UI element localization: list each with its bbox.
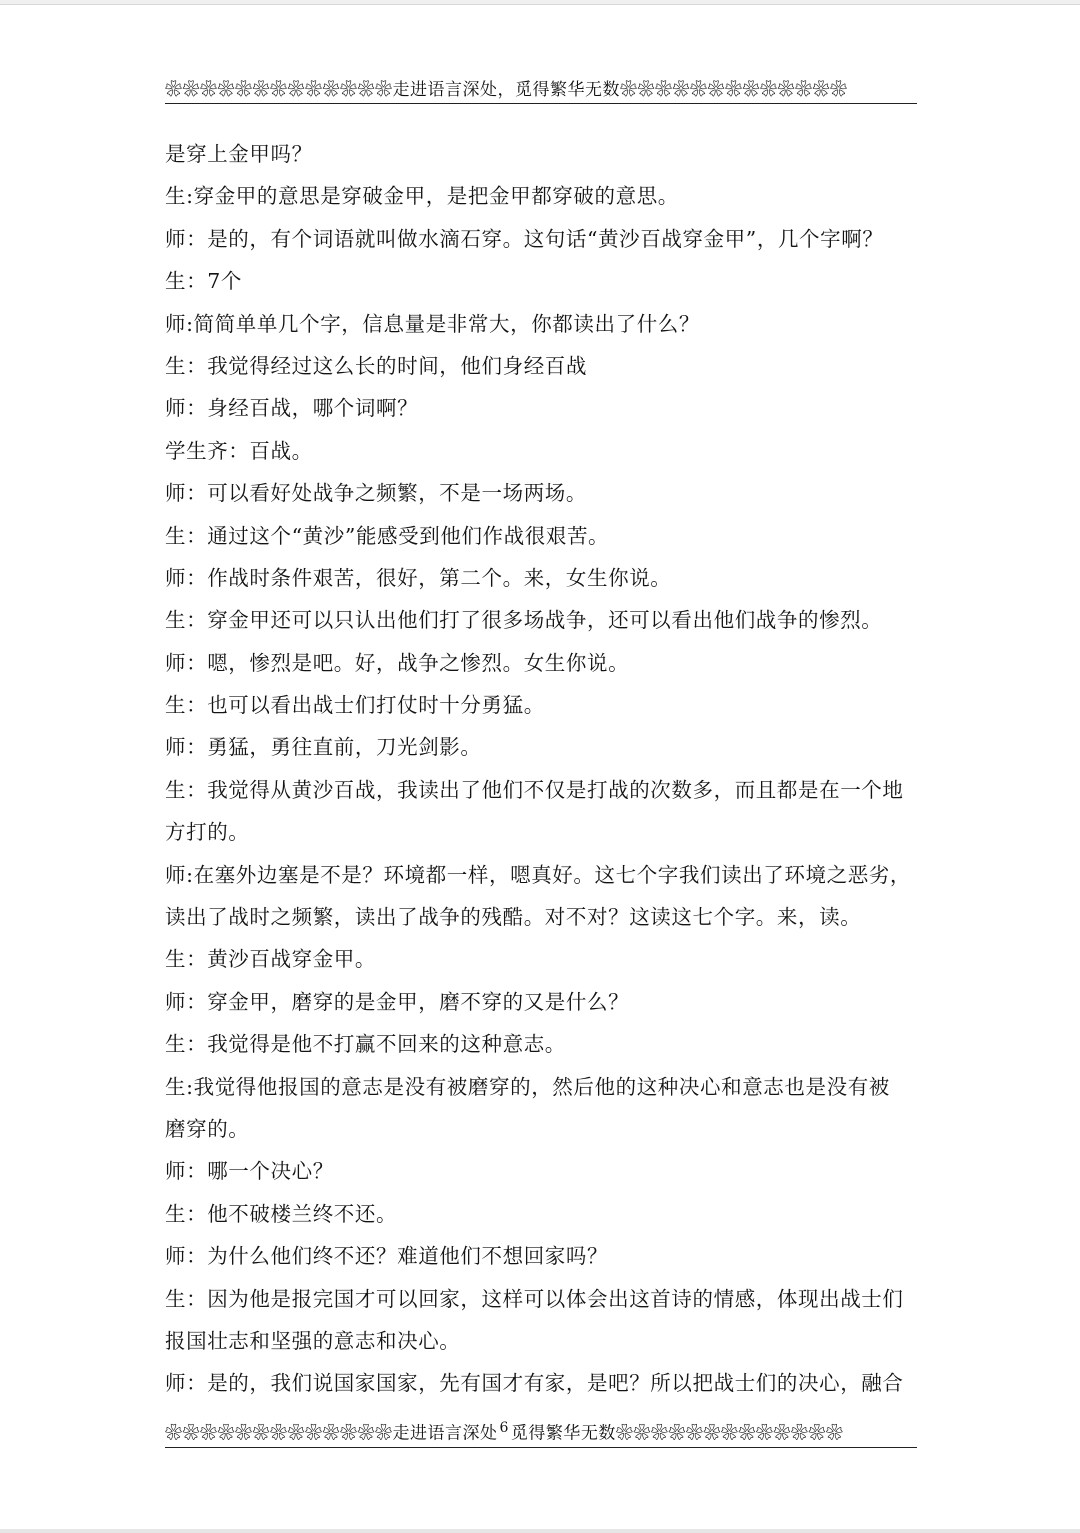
text-line: 生：7个	[165, 269, 242, 294]
page-number: 6	[499, 1420, 509, 1436]
text-line: 师:在塞外边塞是不是？环境都一样，嗯真好。这七个字我们读出了环境之恶劣，	[165, 862, 912, 887]
text-line: 生：黄沙百战穿金甲。	[165, 947, 376, 972]
transcript-body	[165, 133, 925, 1405]
text-line: 方打的。	[165, 820, 250, 845]
text-line: 师：哪一个决心？	[165, 1159, 334, 1184]
text-line: 生：我觉得是他不打赢不回来的这种意志。	[165, 1032, 566, 1057]
text-line: 生：他不破楼兰终不还。	[165, 1201, 398, 1226]
text-line: 生:我觉得他报国的意志是没有被磨穿的，然后他的这种决心和意志也是没有被	[165, 1074, 890, 1099]
text-line: 师：穿金甲，磨穿的是金甲，磨不穿的又是什么？	[165, 989, 630, 1014]
text-line: 读出了战时之频繁，读出了战争的残酷。对不对？这读这七个字。来，读。	[165, 905, 862, 930]
header-text: ❀❀❀❀❀❀❀❀❀❀❀❀❀走进语言深处，觅得繁华无数❀❀❀❀❀❀❀❀❀❀❀❀❀	[165, 80, 848, 100]
document-page	[0, 4, 1080, 1530]
footer-left-text: ❀❀❀❀❀❀❀❀❀❀❀❀❀走进语言深处	[165, 1423, 498, 1444]
text-line: 师：为什么他们终不还？难道他们不想回家吗？	[165, 1244, 609, 1269]
text-line: 生：穿金甲还可以只认出他们打了很多场战争，还可以看出他们战争的惨烈。	[165, 608, 883, 633]
text-line: 生：我觉得经过这么长的时间，他们身经百战	[165, 353, 587, 378]
text-line: 生：也可以看出战士们打仗时十分勇猛。	[165, 693, 545, 718]
text-line: 磨穿的。	[165, 1116, 250, 1141]
footer-right-text: 觅得繁华无数❀❀❀❀❀❀❀❀❀❀❀❀❀	[510, 1423, 844, 1444]
text-line: 师：是的，有个词语就叫做水滴石穿。这句话“黄沙百战穿金甲”，几个字啊？	[165, 226, 884, 251]
page-header	[165, 77, 917, 104]
text-line: 是穿上金甲吗？	[165, 142, 313, 166]
text-line: 生：因为他是报完国才可以回家，这样可以体会出这首诗的情感，体现出战士们	[165, 1286, 904, 1311]
text-line: 师：可以看好处战争之频繁，不是一场两场。	[165, 481, 587, 506]
page-footer	[165, 1415, 917, 1448]
bottom-edge	[0, 1529, 1080, 1533]
text-line: 生:穿金甲的意思是穿破金甲，是把金甲都穿破的意思。	[165, 184, 679, 209]
text-line: 生：通过这个“黄沙”能感受到他们作战很艰苦。	[165, 523, 610, 548]
text-line: 师：勇猛，勇往直前，刀光剑影。	[165, 735, 482, 760]
text-line: 师：作战时条件艰苦，很好，第二个。来，女生你说。	[165, 565, 672, 590]
text-line: 师：嗯，惨烈是吧。好，战争之惨烈。女生你说。	[165, 650, 630, 675]
text-line: 学生齐：百战。	[165, 438, 313, 463]
text-line: 师：身经百战，哪个词啊？	[165, 396, 419, 421]
text-line: 师:简简单单几个字，信息量是非常大，你都读出了什么？	[165, 311, 701, 336]
text-line: 生：我觉得从黄沙百战，我读出了他们不仅是打战的次数多，而且都是在一个地	[165, 777, 904, 802]
text-line: 报国壮志和坚强的意志和决心。	[165, 1328, 461, 1353]
text-line: 师：是的，我们说国家国家，先有国才有家，是吧？所以把战士们的决心，融合	[165, 1371, 904, 1396]
